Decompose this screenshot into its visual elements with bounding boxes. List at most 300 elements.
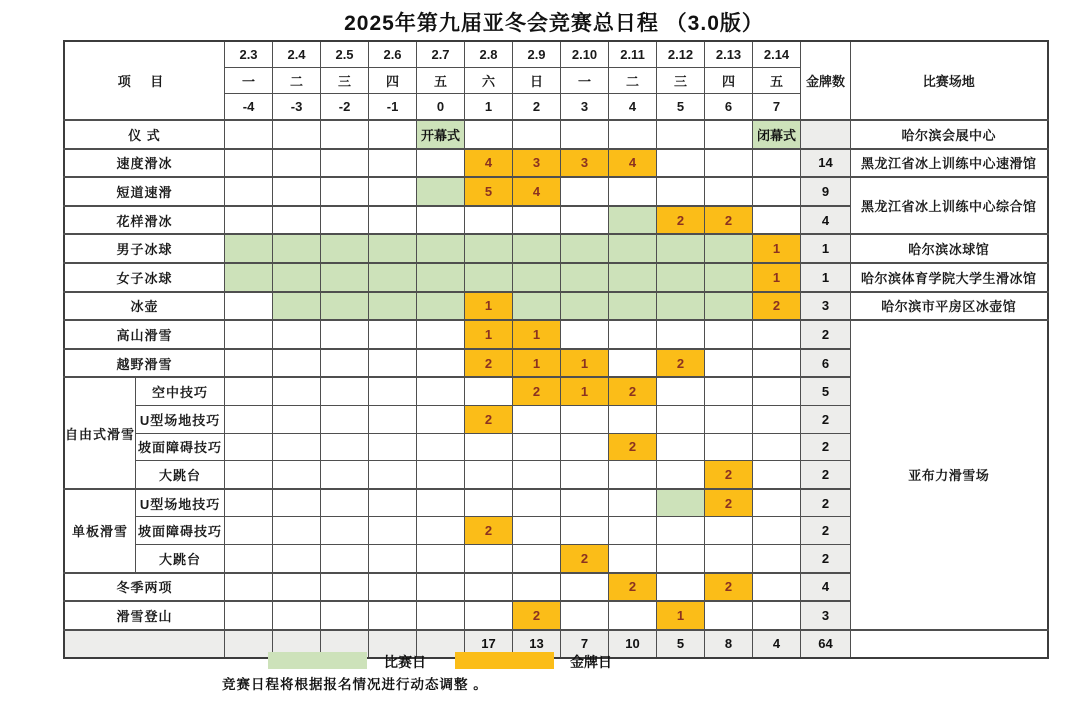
- day-cell: [417, 405, 465, 433]
- day-cell: [273, 149, 321, 178]
- day-cell: [273, 120, 321, 149]
- day-cell: [753, 433, 801, 461]
- row-label: 空中技巧: [136, 377, 225, 405]
- day-cell: [225, 149, 273, 178]
- date-header: 2.6: [369, 41, 417, 68]
- day-cell: [369, 320, 417, 349]
- day-cell: 1: [513, 320, 561, 349]
- venue-cell: 哈尔滨会展中心: [851, 120, 1048, 149]
- day-cell: [369, 461, 417, 489]
- date-header: 2.13: [705, 41, 753, 68]
- day-cell: [657, 377, 705, 405]
- day-cell: [225, 433, 273, 461]
- gold-count: 2: [801, 461, 851, 489]
- day-cell: 1: [753, 234, 801, 263]
- venue-header: 比赛场地: [851, 41, 1048, 120]
- row-label: U型场地技巧: [136, 405, 225, 433]
- weekday-header: 四: [705, 68, 753, 94]
- competition-day-swatch: [268, 652, 367, 669]
- row-label: 花样滑冰: [64, 206, 225, 235]
- day-cell: [465, 120, 513, 149]
- day-cell: [753, 206, 801, 235]
- gold-count: 2: [801, 517, 851, 545]
- day-cell: [609, 234, 657, 263]
- day-cell: [753, 489, 801, 517]
- day-cell: [417, 544, 465, 572]
- venue-cell: 黑龙江省冰上训练中心综合馆: [851, 177, 1048, 234]
- gold-count: 2: [801, 544, 851, 572]
- day-cell: [705, 149, 753, 178]
- day-cell: [465, 263, 513, 292]
- day-number-header: -2: [321, 94, 369, 121]
- day-cell: 2: [705, 573, 753, 602]
- date-header: 2.9: [513, 41, 561, 68]
- row-label: 高山滑雪: [64, 320, 225, 349]
- day-cell: 2: [705, 461, 753, 489]
- day-cell: [609, 489, 657, 517]
- day-cell: [513, 461, 561, 489]
- day-cell: [465, 377, 513, 405]
- day-cell: [321, 263, 369, 292]
- day-cell: [465, 206, 513, 235]
- day-cell: [369, 263, 417, 292]
- day-cell: 闭幕式: [753, 120, 801, 149]
- day-cell: [465, 544, 513, 572]
- legend: [0, 650, 1080, 670]
- day-cell: [225, 263, 273, 292]
- day-cell: [465, 234, 513, 263]
- group-label: 单板滑雪: [64, 489, 136, 573]
- day-cell: [561, 320, 609, 349]
- day-cell: [705, 120, 753, 149]
- day-cell: [705, 292, 753, 321]
- day-cell: [369, 489, 417, 517]
- day-cell: [513, 405, 561, 433]
- day-cell: [369, 206, 417, 235]
- day-cell: [369, 292, 417, 321]
- gold-count: 2: [801, 320, 851, 349]
- row-label: 坡面障碍技巧: [136, 433, 225, 461]
- day-cell: [465, 601, 513, 630]
- day-cell: [513, 292, 561, 321]
- day-cell: [225, 461, 273, 489]
- row-label: 冰壶: [64, 292, 225, 321]
- day-cell: [753, 320, 801, 349]
- day-cell: [705, 263, 753, 292]
- row-label: 仪 式: [64, 120, 225, 149]
- day-cell: [609, 601, 657, 630]
- gold-count: [801, 120, 851, 149]
- day-cell: 1: [513, 349, 561, 378]
- day-cell: [321, 320, 369, 349]
- day-cell: [657, 292, 705, 321]
- day-cell: [273, 206, 321, 235]
- day-cell: [609, 263, 657, 292]
- gold-count: 9: [801, 177, 851, 206]
- day-cell: [609, 292, 657, 321]
- day-cell: [753, 573, 801, 602]
- day-cell: [321, 461, 369, 489]
- day-cell: [657, 573, 705, 602]
- day-cell: [273, 544, 321, 572]
- day-cell: 4: [609, 149, 657, 178]
- row-label: 冬季两项: [64, 573, 225, 602]
- day-cell: [753, 544, 801, 572]
- day-cell: [273, 320, 321, 349]
- day-cell: 3: [561, 149, 609, 178]
- gold-count: 1: [801, 234, 851, 263]
- competition-day-label: 比赛日: [384, 654, 426, 670]
- day-cell: [321, 292, 369, 321]
- date-header: 2.4: [273, 41, 321, 68]
- day-cell: 4: [513, 177, 561, 206]
- gold-count: 2: [801, 489, 851, 517]
- day-cell: [225, 234, 273, 263]
- gold-count: 4: [801, 206, 851, 235]
- total-day-count: 10: [609, 630, 657, 659]
- day-number-header: 7: [753, 94, 801, 121]
- gold-day-swatch: [455, 652, 554, 669]
- day-cell: [369, 177, 417, 206]
- day-cell: [321, 120, 369, 149]
- day-cell: [753, 517, 801, 545]
- day-cell: [417, 601, 465, 630]
- day-cell: 2: [609, 377, 657, 405]
- venue-cell: 哈尔滨市平房区冰壶馆: [851, 292, 1048, 321]
- day-cell: [417, 461, 465, 489]
- day-cell: [321, 149, 369, 178]
- day-cell: [273, 292, 321, 321]
- day-cell: [321, 234, 369, 263]
- day-cell: [273, 433, 321, 461]
- day-cell: [513, 234, 561, 263]
- day-cell: [705, 405, 753, 433]
- venue-cell: 亚布力滑雪场: [851, 320, 1048, 630]
- day-cell: [657, 517, 705, 545]
- row-label: 短道速滑: [64, 177, 225, 206]
- day-number-header: 4: [609, 94, 657, 121]
- day-cell: [657, 149, 705, 178]
- day-cell: [225, 601, 273, 630]
- day-cell: [369, 149, 417, 178]
- day-cell: [273, 405, 321, 433]
- day-cell: 2: [465, 517, 513, 545]
- weekday-header: 三: [657, 68, 705, 94]
- weekday-header: 六: [465, 68, 513, 94]
- day-cell: [273, 263, 321, 292]
- footnote: 竞赛日程将根据报名情况进行动态调整 。: [222, 677, 488, 692]
- day-number-header: 3: [561, 94, 609, 121]
- day-cell: [225, 320, 273, 349]
- day-cell: [321, 349, 369, 378]
- day-cell: [273, 517, 321, 545]
- day-cell: [561, 601, 609, 630]
- day-cell: [417, 349, 465, 378]
- day-cell: [417, 149, 465, 178]
- day-cell: [417, 292, 465, 321]
- day-cell: [417, 433, 465, 461]
- day-cell: [561, 573, 609, 602]
- day-cell: 2: [657, 206, 705, 235]
- day-cell: [225, 292, 273, 321]
- day-cell: [609, 206, 657, 235]
- day-cell: [225, 405, 273, 433]
- day-cell: 2: [657, 349, 705, 378]
- day-cell: [657, 120, 705, 149]
- day-cell: [369, 601, 417, 630]
- day-cell: 2: [513, 377, 561, 405]
- day-cell: [369, 405, 417, 433]
- day-cell: 1: [753, 263, 801, 292]
- day-cell: 2: [705, 489, 753, 517]
- row-label: 速度滑冰: [64, 149, 225, 178]
- day-cell: [513, 489, 561, 517]
- day-cell: [609, 349, 657, 378]
- day-number-header: 0: [417, 94, 465, 121]
- day-number-header: 2: [513, 94, 561, 121]
- day-cell: [513, 433, 561, 461]
- day-cell: [609, 405, 657, 433]
- date-header: 2.3: [225, 41, 273, 68]
- day-cell: [369, 573, 417, 602]
- day-cell: [273, 461, 321, 489]
- day-cell: 开幕式: [417, 120, 465, 149]
- day-cell: [513, 544, 561, 572]
- day-cell: [225, 177, 273, 206]
- total-day-count: 17: [465, 630, 513, 659]
- day-cell: [369, 349, 417, 378]
- weekday-header: 一: [561, 68, 609, 94]
- day-cell: [225, 206, 273, 235]
- day-cell: [273, 489, 321, 517]
- day-cell: [369, 377, 417, 405]
- day-cell: [705, 377, 753, 405]
- day-cell: [273, 177, 321, 206]
- day-cell: [417, 234, 465, 263]
- day-number-header: 6: [705, 94, 753, 121]
- day-cell: [225, 544, 273, 572]
- day-cell: [369, 544, 417, 572]
- weekday-header: 五: [753, 68, 801, 94]
- day-cell: [705, 234, 753, 263]
- day-cell: [417, 489, 465, 517]
- day-cell: [705, 601, 753, 630]
- day-cell: [321, 405, 369, 433]
- day-cell: [609, 517, 657, 545]
- gold-count: 3: [801, 292, 851, 321]
- day-cell: [705, 433, 753, 461]
- day-cell: [273, 349, 321, 378]
- day-cell: [513, 263, 561, 292]
- day-cell: 1: [465, 320, 513, 349]
- day-cell: 2: [561, 544, 609, 572]
- weekday-header: 二: [273, 68, 321, 94]
- day-cell: [273, 234, 321, 263]
- row-label: 女子冰球: [64, 263, 225, 292]
- day-cell: [513, 206, 561, 235]
- day-cell: [465, 573, 513, 602]
- day-cell: [417, 320, 465, 349]
- day-cell: 2: [609, 433, 657, 461]
- date-header: 2.14: [753, 41, 801, 68]
- total-day-count: 7: [561, 630, 609, 659]
- gold-count: 6: [801, 349, 851, 378]
- day-cell: [417, 517, 465, 545]
- schedule-table: [63, 40, 1049, 659]
- day-cell: 4: [465, 149, 513, 178]
- day-cell: [657, 263, 705, 292]
- day-cell: [321, 517, 369, 545]
- day-cell: [225, 120, 273, 149]
- day-cell: [465, 489, 513, 517]
- day-cell: [561, 517, 609, 545]
- day-number-header: -3: [273, 94, 321, 121]
- day-cell: 2: [465, 349, 513, 378]
- day-cell: [225, 349, 273, 378]
- day-cell: [321, 377, 369, 405]
- day-cell: [369, 234, 417, 263]
- venue-cell: 哈尔滨冰球馆: [851, 234, 1048, 263]
- day-cell: 1: [465, 292, 513, 321]
- day-cell: [705, 544, 753, 572]
- weekday-header: 日: [513, 68, 561, 94]
- weekday-header: 一: [225, 68, 273, 94]
- day-cell: [321, 433, 369, 461]
- day-cell: [417, 263, 465, 292]
- day-cell: [417, 206, 465, 235]
- gold-count-header: 金牌数: [801, 41, 851, 120]
- day-cell: [321, 489, 369, 517]
- day-number-header: 1: [465, 94, 513, 121]
- row-label: 坡面障碍技巧: [136, 517, 225, 545]
- day-cell: 1: [657, 601, 705, 630]
- date-header: 2.10: [561, 41, 609, 68]
- day-cell: 2: [465, 405, 513, 433]
- total-day-count: 4: [753, 630, 801, 659]
- gold-count: 1: [801, 263, 851, 292]
- day-cell: 1: [561, 377, 609, 405]
- day-cell: [465, 461, 513, 489]
- day-cell: [657, 320, 705, 349]
- day-cell: [273, 601, 321, 630]
- gold-count: 2: [801, 405, 851, 433]
- day-cell: [753, 601, 801, 630]
- day-cell: [513, 120, 561, 149]
- day-cell: [321, 177, 369, 206]
- day-cell: [609, 544, 657, 572]
- day-cell: [561, 177, 609, 206]
- day-cell: [561, 292, 609, 321]
- day-cell: [561, 263, 609, 292]
- weekday-header: 五: [417, 68, 465, 94]
- day-cell: [657, 234, 705, 263]
- gold-count: 4: [801, 573, 851, 602]
- day-cell: [705, 320, 753, 349]
- day-cell: [753, 349, 801, 378]
- total-day-count: 5: [657, 630, 705, 659]
- day-cell: [657, 544, 705, 572]
- gold-count: 5: [801, 377, 851, 405]
- day-number-header: -4: [225, 94, 273, 121]
- row-label: 大跳台: [136, 461, 225, 489]
- day-cell: [753, 177, 801, 206]
- day-cell: [705, 177, 753, 206]
- day-cell: [225, 377, 273, 405]
- total-gold-count: 64: [801, 630, 851, 659]
- day-cell: [753, 149, 801, 178]
- page-title: 2025年第九届亚冬会竞赛总日程 （3.0版）: [344, 12, 764, 35]
- day-cell: [369, 517, 417, 545]
- weekday-header: 二: [609, 68, 657, 94]
- day-cell: 2: [609, 573, 657, 602]
- day-cell: [273, 573, 321, 602]
- row-label: 男子冰球: [64, 234, 225, 263]
- day-cell: 2: [513, 601, 561, 630]
- day-cell: [657, 177, 705, 206]
- gold-count: 3: [801, 601, 851, 630]
- group-label: 自由式滑雪: [64, 377, 136, 488]
- day-cell: [561, 461, 609, 489]
- weekday-header: 四: [369, 68, 417, 94]
- day-cell: [609, 320, 657, 349]
- gold-day-label: 金牌日: [570, 654, 612, 670]
- weekday-header: 三: [321, 68, 369, 94]
- total-day-count: 8: [705, 630, 753, 659]
- day-cell: [561, 433, 609, 461]
- row-label: 越野滑雪: [64, 349, 225, 378]
- day-cell: [609, 461, 657, 489]
- day-cell: [417, 573, 465, 602]
- venue-cell: 黑龙江省冰上训练中心速滑馆: [851, 149, 1048, 178]
- day-cell: 5: [465, 177, 513, 206]
- day-cell: [705, 517, 753, 545]
- day-cell: [321, 544, 369, 572]
- day-cell: [417, 177, 465, 206]
- day-cell: [225, 517, 273, 545]
- date-header: 2.11: [609, 41, 657, 68]
- day-cell: [561, 405, 609, 433]
- day-cell: [657, 405, 705, 433]
- date-header: 2.12: [657, 41, 705, 68]
- row-label: 滑雪登山: [64, 601, 225, 630]
- date-header: 2.8: [465, 41, 513, 68]
- day-cell: [225, 573, 273, 602]
- day-cell: [657, 433, 705, 461]
- day-cell: [321, 573, 369, 602]
- venue-cell: 哈尔滨体育学院大学生滑冰馆: [851, 263, 1048, 292]
- day-number-header: -1: [369, 94, 417, 121]
- day-cell: 2: [705, 206, 753, 235]
- day-cell: [225, 489, 273, 517]
- day-cell: [657, 489, 705, 517]
- day-cell: [609, 177, 657, 206]
- day-cell: [369, 120, 417, 149]
- row-label: U型场地技巧: [136, 489, 225, 517]
- project-header: 项 目: [64, 41, 225, 120]
- day-cell: [705, 349, 753, 378]
- date-header: 2.5: [321, 41, 369, 68]
- day-cell: [321, 206, 369, 235]
- total-day-count: 13: [513, 630, 561, 659]
- day-cell: [561, 489, 609, 517]
- day-cell: [513, 517, 561, 545]
- day-cell: [753, 377, 801, 405]
- day-cell: [561, 234, 609, 263]
- day-cell: [753, 461, 801, 489]
- day-cell: [513, 573, 561, 602]
- day-cell: [321, 601, 369, 630]
- day-number-header: 5: [657, 94, 705, 121]
